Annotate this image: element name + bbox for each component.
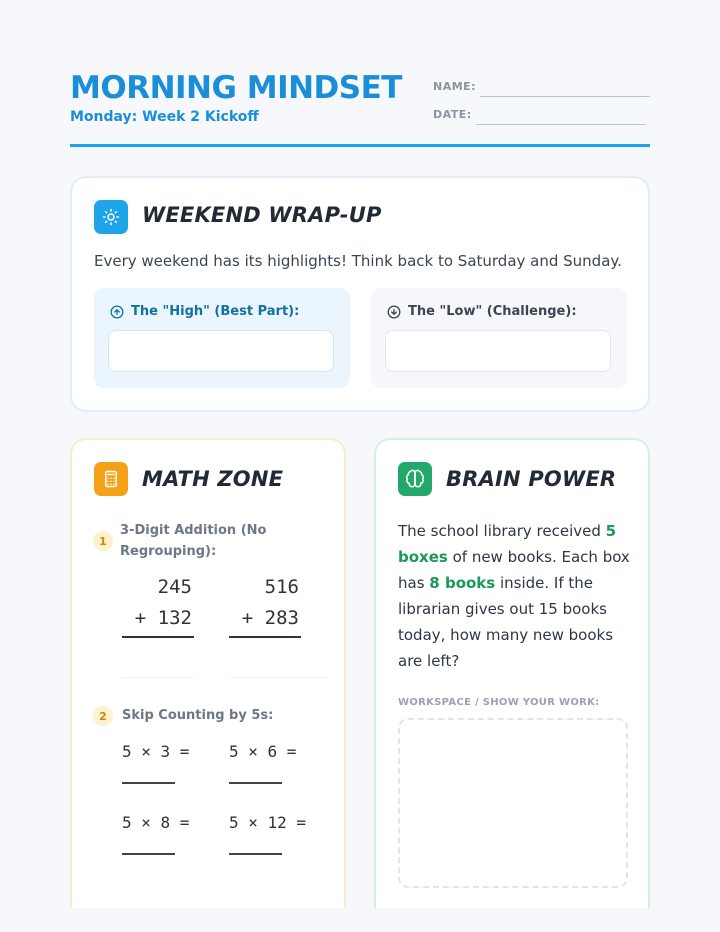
problem-1-label: 3-Digit Addition (No Regrouping): <box>120 523 267 559</box>
skip-answer-1[interactable] <box>122 782 175 784</box>
word-problem <box>398 518 638 674</box>
addition-2-bottom: + 283 <box>241 607 299 629</box>
problem-2-badge: 2 <box>93 706 113 726</box>
low-label <box>387 304 577 319</box>
workspace-area[interactable] <box>398 718 628 888</box>
brain-icon <box>398 462 432 496</box>
skip-answer-4[interactable] <box>229 853 282 855</box>
workspace-label: WORKSPACE / SHOW YOUR WORK: <box>398 697 600 708</box>
date-label: DATE: <box>433 108 472 121</box>
skip-item-3: 5 × 8 = <box>122 813 190 832</box>
name-label: NAME: <box>433 80 477 93</box>
story-part-1: The school library received <box>398 522 606 540</box>
story-highlight-1: 5 boxes <box>398 522 617 566</box>
weekend-title: WEEKEND WRAP-UP <box>142 203 382 227</box>
high-label <box>110 304 299 319</box>
sun-icon <box>94 200 128 234</box>
story-part-3: inside. If the librarian gives out 15 books today, how many new books are left? <box>398 574 614 670</box>
story-highlight-2: 8 books <box>429 574 496 592</box>
skip-answer-3[interactable] <box>122 853 175 855</box>
page-subtitle: Monday: Week 2 Kickoff <box>70 109 259 125</box>
addition-1-bottom: + 132 <box>134 607 192 629</box>
addition-1-rule <box>122 636 194 638</box>
high-input[interactable] <box>108 330 334 372</box>
addition-2-rule <box>229 636 301 638</box>
high-box <box>94 288 350 388</box>
brain-title: BRAIN POWER <box>446 467 617 491</box>
high-label-text: The "High" (Best Part): <box>131 304 300 319</box>
skip-item-4: 5 × 12 = <box>229 813 307 832</box>
story-part-2: of new books. Each box has <box>398 548 630 592</box>
arrow-up-circle-icon <box>110 305 124 319</box>
date-field[interactable] <box>476 124 646 125</box>
low-label-text: The "Low" (Challenge): <box>408 304 577 319</box>
addition-2-answer-line[interactable] <box>229 677 327 678</box>
brain-card <box>374 438 650 908</box>
low-box <box>371 288 627 388</box>
math-card <box>70 438 346 908</box>
name-field[interactable] <box>480 96 650 97</box>
low-input[interactable] <box>385 330 611 372</box>
weekend-intro: Every weekend has its highlights! Think back to Saturday and Sunday. <box>94 252 622 270</box>
addition-1-top: 245 <box>157 576 192 598</box>
header-divider <box>70 144 650 147</box>
addition-1 <box>122 576 192 638</box>
weekend-card <box>70 176 650 412</box>
skip-item-2: 5 × 6 = <box>229 742 297 761</box>
addition-1-answer-line[interactable] <box>122 677 194 678</box>
math-title: MATH ZONE <box>142 467 284 491</box>
calculator-icon <box>94 462 128 496</box>
page-title: MORNING MINDSET <box>70 70 402 106</box>
addition-2-top: 516 <box>264 576 299 598</box>
addition-2 <box>229 576 299 638</box>
problem-1-badge: 1 <box>93 531 113 551</box>
skip-answer-2[interactable] <box>229 782 282 784</box>
skip-item-1: 5 × 3 = <box>122 742 190 761</box>
arrow-down-circle-icon <box>387 305 401 319</box>
problem-2-label: Skip Counting by 5s: <box>122 708 274 723</box>
